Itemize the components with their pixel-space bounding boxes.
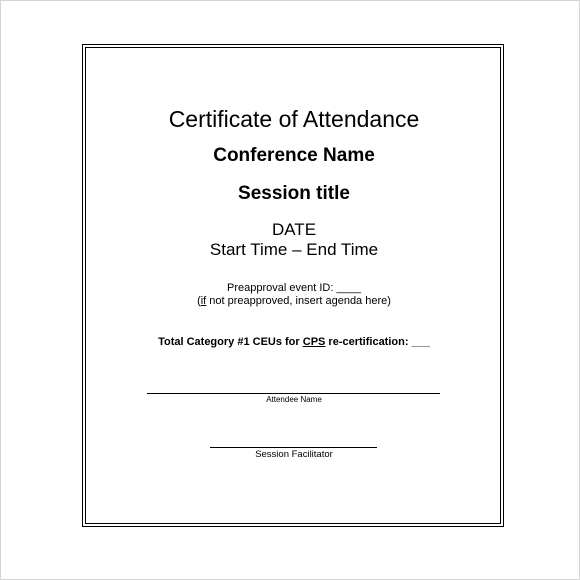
agenda-note-if: if	[200, 295, 207, 307]
ceu-prefix: Total Category #1 CEUs for	[158, 336, 303, 348]
agenda-note-rest: not preapproved, insert agenda here)	[206, 295, 391, 307]
session-title: Session title	[238, 183, 350, 204]
attendee-name-label: Attendee Name	[266, 395, 322, 404]
ceu-suffix: re-certification: ___	[325, 336, 430, 348]
ceu-total	[0, 336, 580, 348]
conference-name: Conference Name	[213, 145, 375, 166]
ceu-cps: CPS	[302, 336, 326, 348]
time-range: Start Time – End Time	[209, 240, 379, 259]
attendee-signature-line	[147, 393, 440, 394]
session-facilitator-label: Session Facilitator	[255, 449, 333, 460]
date-field: DATE	[271, 220, 317, 239]
facilitator-signature-line	[210, 447, 377, 448]
preapproval-event-id: Preapproval event ID: ____	[227, 282, 361, 294]
agenda-note	[0, 295, 580, 307]
certificate-title: Certificate of Attendance	[168, 106, 420, 132]
agenda-note-open: (	[197, 295, 201, 307]
